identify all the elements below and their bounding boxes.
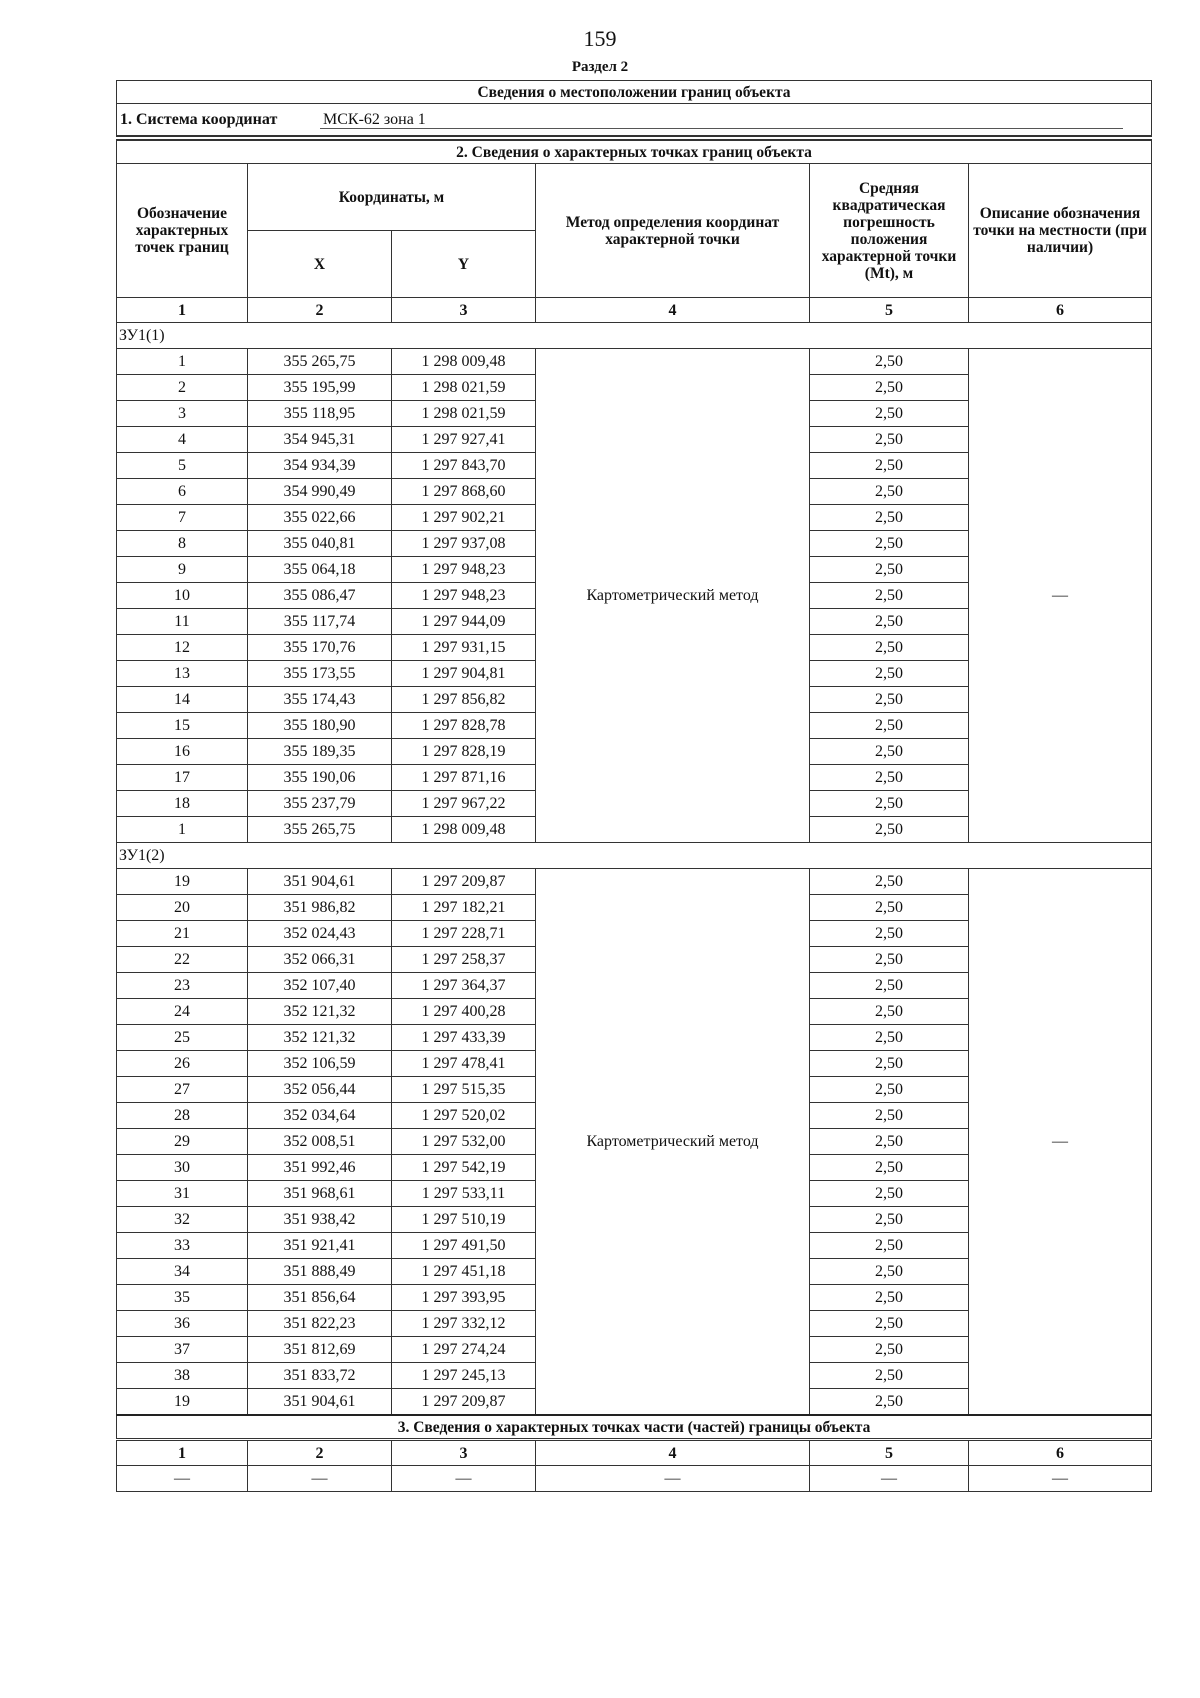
coordinate-y: 1 297 332,12 — [392, 1311, 536, 1337]
point-number: 36 — [117, 1311, 248, 1337]
coordinate-y: 1 297 902,21 — [392, 505, 536, 531]
part3-cell: — — [536, 1466, 810, 1492]
point-number: 23 — [117, 973, 248, 999]
coordinate-y: 1 297 828,78 — [392, 713, 536, 739]
coordinate-y: 1 298 009,48 — [392, 349, 536, 375]
coordinate-y: 1 297 400,28 — [392, 999, 536, 1025]
coordinate-x: 352 066,31 — [248, 947, 392, 973]
zone-name: ЗУ1(2) — [117, 843, 1152, 869]
coordinate-x: 351 904,61 — [248, 869, 392, 895]
column-number: 3 — [392, 1440, 536, 1466]
error-value: 2,50 — [810, 1337, 969, 1363]
coordinate-x: 351 822,23 — [248, 1311, 392, 1337]
error-value: 2,50 — [810, 817, 969, 843]
header-x: X — [248, 231, 392, 298]
error-value: 2,50 — [810, 1207, 969, 1233]
coordinate-y: 1 297 843,70 — [392, 453, 536, 479]
point-number: 8 — [117, 531, 248, 557]
table-title: Сведения о местоположении границ объекта — [117, 81, 1152, 104]
point-number: 17 — [117, 765, 248, 791]
column-number: 1 — [117, 298, 248, 323]
point-number: 19 — [117, 1389, 248, 1416]
error-value: 2,50 — [810, 1233, 969, 1259]
error-value: 2,50 — [810, 505, 969, 531]
zone-header-row — [117, 323, 1152, 349]
coordinate-y: 1 297 944,09 — [392, 609, 536, 635]
point-number: 1 — [117, 817, 248, 843]
column-number: 4 — [536, 1440, 810, 1466]
error-value: 2,50 — [810, 1051, 969, 1077]
header-y: Y — [392, 231, 536, 298]
coordinate-y: 1 297 967,22 — [392, 791, 536, 817]
coordinate-x: 351 938,42 — [248, 1207, 392, 1233]
point-number: 11 — [117, 609, 248, 635]
coordinate-x: 351 833,72 — [248, 1363, 392, 1389]
column-number: 2 — [248, 298, 392, 323]
error-value: 2,50 — [810, 1129, 969, 1155]
error-value: 2,50 — [810, 1363, 969, 1389]
coordinate-y: 1 297 828,19 — [392, 739, 536, 765]
point-number: 5 — [117, 453, 248, 479]
point-number: 25 — [117, 1025, 248, 1051]
point-number: 21 — [117, 921, 248, 947]
error-value: 2,50 — [810, 765, 969, 791]
method-cell: Картометрический метод — [536, 349, 810, 843]
point-number: 18 — [117, 791, 248, 817]
point-number: 15 — [117, 713, 248, 739]
coordinate-x: 355 117,74 — [248, 609, 392, 635]
coordinate-y: 1 297 948,23 — [392, 557, 536, 583]
coordinate-x: 355 237,79 — [248, 791, 392, 817]
point-number: 12 — [117, 635, 248, 661]
column-number: 4 — [536, 298, 810, 323]
section-title: Раздел 2 — [571, 59, 629, 75]
zone-name: ЗУ1(1) — [117, 323, 1152, 349]
coordinate-y: 1 297 245,13 — [392, 1363, 536, 1389]
error-value: 2,50 — [810, 1285, 969, 1311]
coordinate-x: 351 921,41 — [248, 1233, 392, 1259]
coordinate-x: 351 986,82 — [248, 895, 392, 921]
coordinate-x: 355 189,35 — [248, 739, 392, 765]
coordinate-x: 352 121,32 — [248, 1025, 392, 1051]
error-value: 2,50 — [810, 1389, 969, 1416]
boundary-table — [116, 80, 1152, 1492]
coordinate-y: 1 297 533,11 — [392, 1181, 536, 1207]
point-number: 33 — [117, 1233, 248, 1259]
error-value: 2,50 — [810, 375, 969, 401]
part3-cell: — — [969, 1466, 1152, 1492]
page-number: 159 — [583, 26, 617, 51]
point-number: 19 — [117, 869, 248, 895]
column-number: 3 — [392, 298, 536, 323]
error-value: 2,50 — [810, 869, 969, 895]
coordinate-x: 355 173,55 — [248, 661, 392, 687]
point-number: 1 — [117, 349, 248, 375]
point-number: 10 — [117, 583, 248, 609]
point-number: 7 — [117, 505, 248, 531]
coordinate-x: 351 968,61 — [248, 1181, 392, 1207]
coordinate-y: 1 297 491,50 — [392, 1233, 536, 1259]
coordinate-system-row — [117, 104, 1152, 139]
coordinate-y: 1 298 009,48 — [392, 817, 536, 843]
zone-header-row — [117, 843, 1152, 869]
error-value: 2,50 — [810, 401, 969, 427]
coordinate-x: 352 034,64 — [248, 1103, 392, 1129]
part3-title: 3. Сведения о характерных точках части (частей) границы объекта — [117, 1415, 1152, 1440]
point-number: 13 — [117, 661, 248, 687]
coordinate-x: 355 180,90 — [248, 713, 392, 739]
coordinate-y: 1 297 393,95 — [392, 1285, 536, 1311]
part3-cell: — — [117, 1466, 248, 1492]
error-value: 2,50 — [810, 583, 969, 609]
coordinate-x: 355 195,99 — [248, 375, 392, 401]
error-value: 2,50 — [810, 687, 969, 713]
point-number: 16 — [117, 739, 248, 765]
error-value: 2,50 — [810, 609, 969, 635]
error-value: 2,50 — [810, 999, 969, 1025]
coordinate-y: 1 297 532,00 — [392, 1129, 536, 1155]
point-number: 3 — [117, 401, 248, 427]
coordinate-x: 355 265,75 — [248, 817, 392, 843]
coordinate-y: 1 297 510,19 — [392, 1207, 536, 1233]
coordinate-y: 1 297 937,08 — [392, 531, 536, 557]
coordinate-x: 354 934,39 — [248, 453, 392, 479]
coordinate-x: 351 992,46 — [248, 1155, 392, 1181]
table-row — [117, 869, 1152, 895]
column-numbers-row — [117, 298, 1152, 323]
boundary-document — [116, 80, 1151, 1492]
coordinate-y: 1 298 021,59 — [392, 375, 536, 401]
table-row — [117, 349, 1152, 375]
part3-cell: — — [810, 1466, 969, 1492]
error-value: 2,50 — [810, 973, 969, 999]
coordinate-x: 351 904,61 — [248, 1389, 392, 1416]
coordinate-y: 1 297 904,81 — [392, 661, 536, 687]
coordinate-y: 1 297 209,87 — [392, 1389, 536, 1416]
part3-cell: — — [392, 1466, 536, 1492]
error-value: 2,50 — [810, 1181, 969, 1207]
error-value: 2,50 — [810, 349, 969, 375]
point-number: 20 — [117, 895, 248, 921]
point-number: 35 — [117, 1285, 248, 1311]
coordinate-x: 352 008,51 — [248, 1129, 392, 1155]
coordinate-x: 352 106,59 — [248, 1051, 392, 1077]
header-point-designation: Обозначение характерных точек границ — [117, 164, 248, 298]
error-value: 2,50 — [810, 713, 969, 739]
coordinate-x: 355 170,76 — [248, 635, 392, 661]
coordinate-system-value: МСК-62 зона 1 — [320, 111, 1123, 129]
column-number: 6 — [969, 1440, 1152, 1466]
error-value: 2,50 — [810, 895, 969, 921]
point-number: 22 — [117, 947, 248, 973]
part3-column-numbers-row — [117, 1440, 1152, 1466]
coordinate-y: 1 297 520,02 — [392, 1103, 536, 1129]
point-number: 14 — [117, 687, 248, 713]
point-number: 31 — [117, 1181, 248, 1207]
coordinate-x: 352 024,43 — [248, 921, 392, 947]
coordinate-x: 355 022,66 — [248, 505, 392, 531]
part2-title: 2. Сведения о характерных точках границ объекта — [117, 138, 1152, 164]
description-cell: — — [969, 349, 1152, 843]
error-value: 2,50 — [810, 479, 969, 505]
point-number: 37 — [117, 1337, 248, 1363]
coordinate-y: 1 297 274,24 — [392, 1337, 536, 1363]
column-number: 1 — [117, 1440, 248, 1466]
coordinate-y: 1 297 228,71 — [392, 921, 536, 947]
column-number: 6 — [969, 298, 1152, 323]
coordinate-x: 351 812,69 — [248, 1337, 392, 1363]
coordinate-x: 352 056,44 — [248, 1077, 392, 1103]
coordinate-x: 355 190,06 — [248, 765, 392, 791]
coordinate-y: 1 297 856,82 — [392, 687, 536, 713]
part3-data-row — [117, 1466, 1152, 1492]
error-value: 2,50 — [810, 739, 969, 765]
error-value: 2,50 — [810, 1025, 969, 1051]
coordinate-y: 1 297 209,87 — [392, 869, 536, 895]
coordinate-y: 1 297 871,16 — [392, 765, 536, 791]
coordinate-x: 355 265,75 — [248, 349, 392, 375]
coordinate-x: 351 856,64 — [248, 1285, 392, 1311]
point-number: 2 — [117, 375, 248, 401]
error-value: 2,50 — [810, 947, 969, 973]
coordinate-y: 1 297 258,37 — [392, 947, 536, 973]
point-number: 38 — [117, 1363, 248, 1389]
point-number: 29 — [117, 1129, 248, 1155]
error-value: 2,50 — [810, 1311, 969, 1337]
point-number: 6 — [117, 479, 248, 505]
error-value: 2,50 — [810, 1155, 969, 1181]
error-value: 2,50 — [810, 453, 969, 479]
coordinate-y: 1 297 948,23 — [392, 583, 536, 609]
coordinate-x: 352 107,40 — [248, 973, 392, 999]
coordinate-x: 355 118,95 — [248, 401, 392, 427]
header-coordinates: Координаты, м — [248, 164, 536, 231]
error-value: 2,50 — [810, 1103, 969, 1129]
error-value: 2,50 — [810, 1259, 969, 1285]
point-number: 27 — [117, 1077, 248, 1103]
coordinate-y: 1 297 451,18 — [392, 1259, 536, 1285]
point-number: 4 — [117, 427, 248, 453]
coordinate-y: 1 297 433,39 — [392, 1025, 536, 1051]
error-value: 2,50 — [810, 557, 969, 583]
coordinate-system-label: 1. Система координат — [120, 110, 278, 128]
coordinate-y: 1 298 021,59 — [392, 401, 536, 427]
error-value: 2,50 — [810, 661, 969, 687]
point-number: 28 — [117, 1103, 248, 1129]
error-value: 2,50 — [810, 1077, 969, 1103]
point-number: 30 — [117, 1155, 248, 1181]
error-value: 2,50 — [810, 921, 969, 947]
column-number: 5 — [810, 1440, 969, 1466]
coordinate-x: 352 121,32 — [248, 999, 392, 1025]
coordinate-x: 355 040,81 — [248, 531, 392, 557]
coordinate-y: 1 297 478,41 — [392, 1051, 536, 1077]
header-description: Описание обозначения точки на местности (при наличии) — [969, 164, 1152, 298]
header-error: Средняя квадратическая погрешность положения характерной точки (Mt), м — [810, 164, 969, 298]
coordinate-x: 354 945,31 — [248, 427, 392, 453]
coordinate-x: 351 888,49 — [248, 1259, 392, 1285]
coordinate-y: 1 297 364,37 — [392, 973, 536, 999]
coordinate-x: 355 064,18 — [248, 557, 392, 583]
coordinate-y: 1 297 927,41 — [392, 427, 536, 453]
point-number: 24 — [117, 999, 248, 1025]
point-number: 34 — [117, 1259, 248, 1285]
column-number: 5 — [810, 298, 969, 323]
point-number: 26 — [117, 1051, 248, 1077]
coordinate-y: 1 297 931,15 — [392, 635, 536, 661]
error-value: 2,50 — [810, 427, 969, 453]
header-method: Метод определения координат характерной точки — [536, 164, 810, 298]
error-value: 2,50 — [810, 791, 969, 817]
coordinate-y: 1 297 182,21 — [392, 895, 536, 921]
method-cell: Картометрический метод — [536, 869, 810, 1416]
column-number: 2 — [248, 1440, 392, 1466]
part3-cell: — — [248, 1466, 392, 1492]
coordinate-y: 1 297 868,60 — [392, 479, 536, 505]
coordinate-x: 355 174,43 — [248, 687, 392, 713]
coordinate-y: 1 297 515,35 — [392, 1077, 536, 1103]
coordinate-y: 1 297 542,19 — [392, 1155, 536, 1181]
coordinate-x: 355 086,47 — [248, 583, 392, 609]
description-cell: — — [969, 869, 1152, 1416]
error-value: 2,50 — [810, 531, 969, 557]
point-number: 32 — [117, 1207, 248, 1233]
point-number: 9 — [117, 557, 248, 583]
error-value: 2,50 — [810, 635, 969, 661]
coordinate-x: 354 990,49 — [248, 479, 392, 505]
